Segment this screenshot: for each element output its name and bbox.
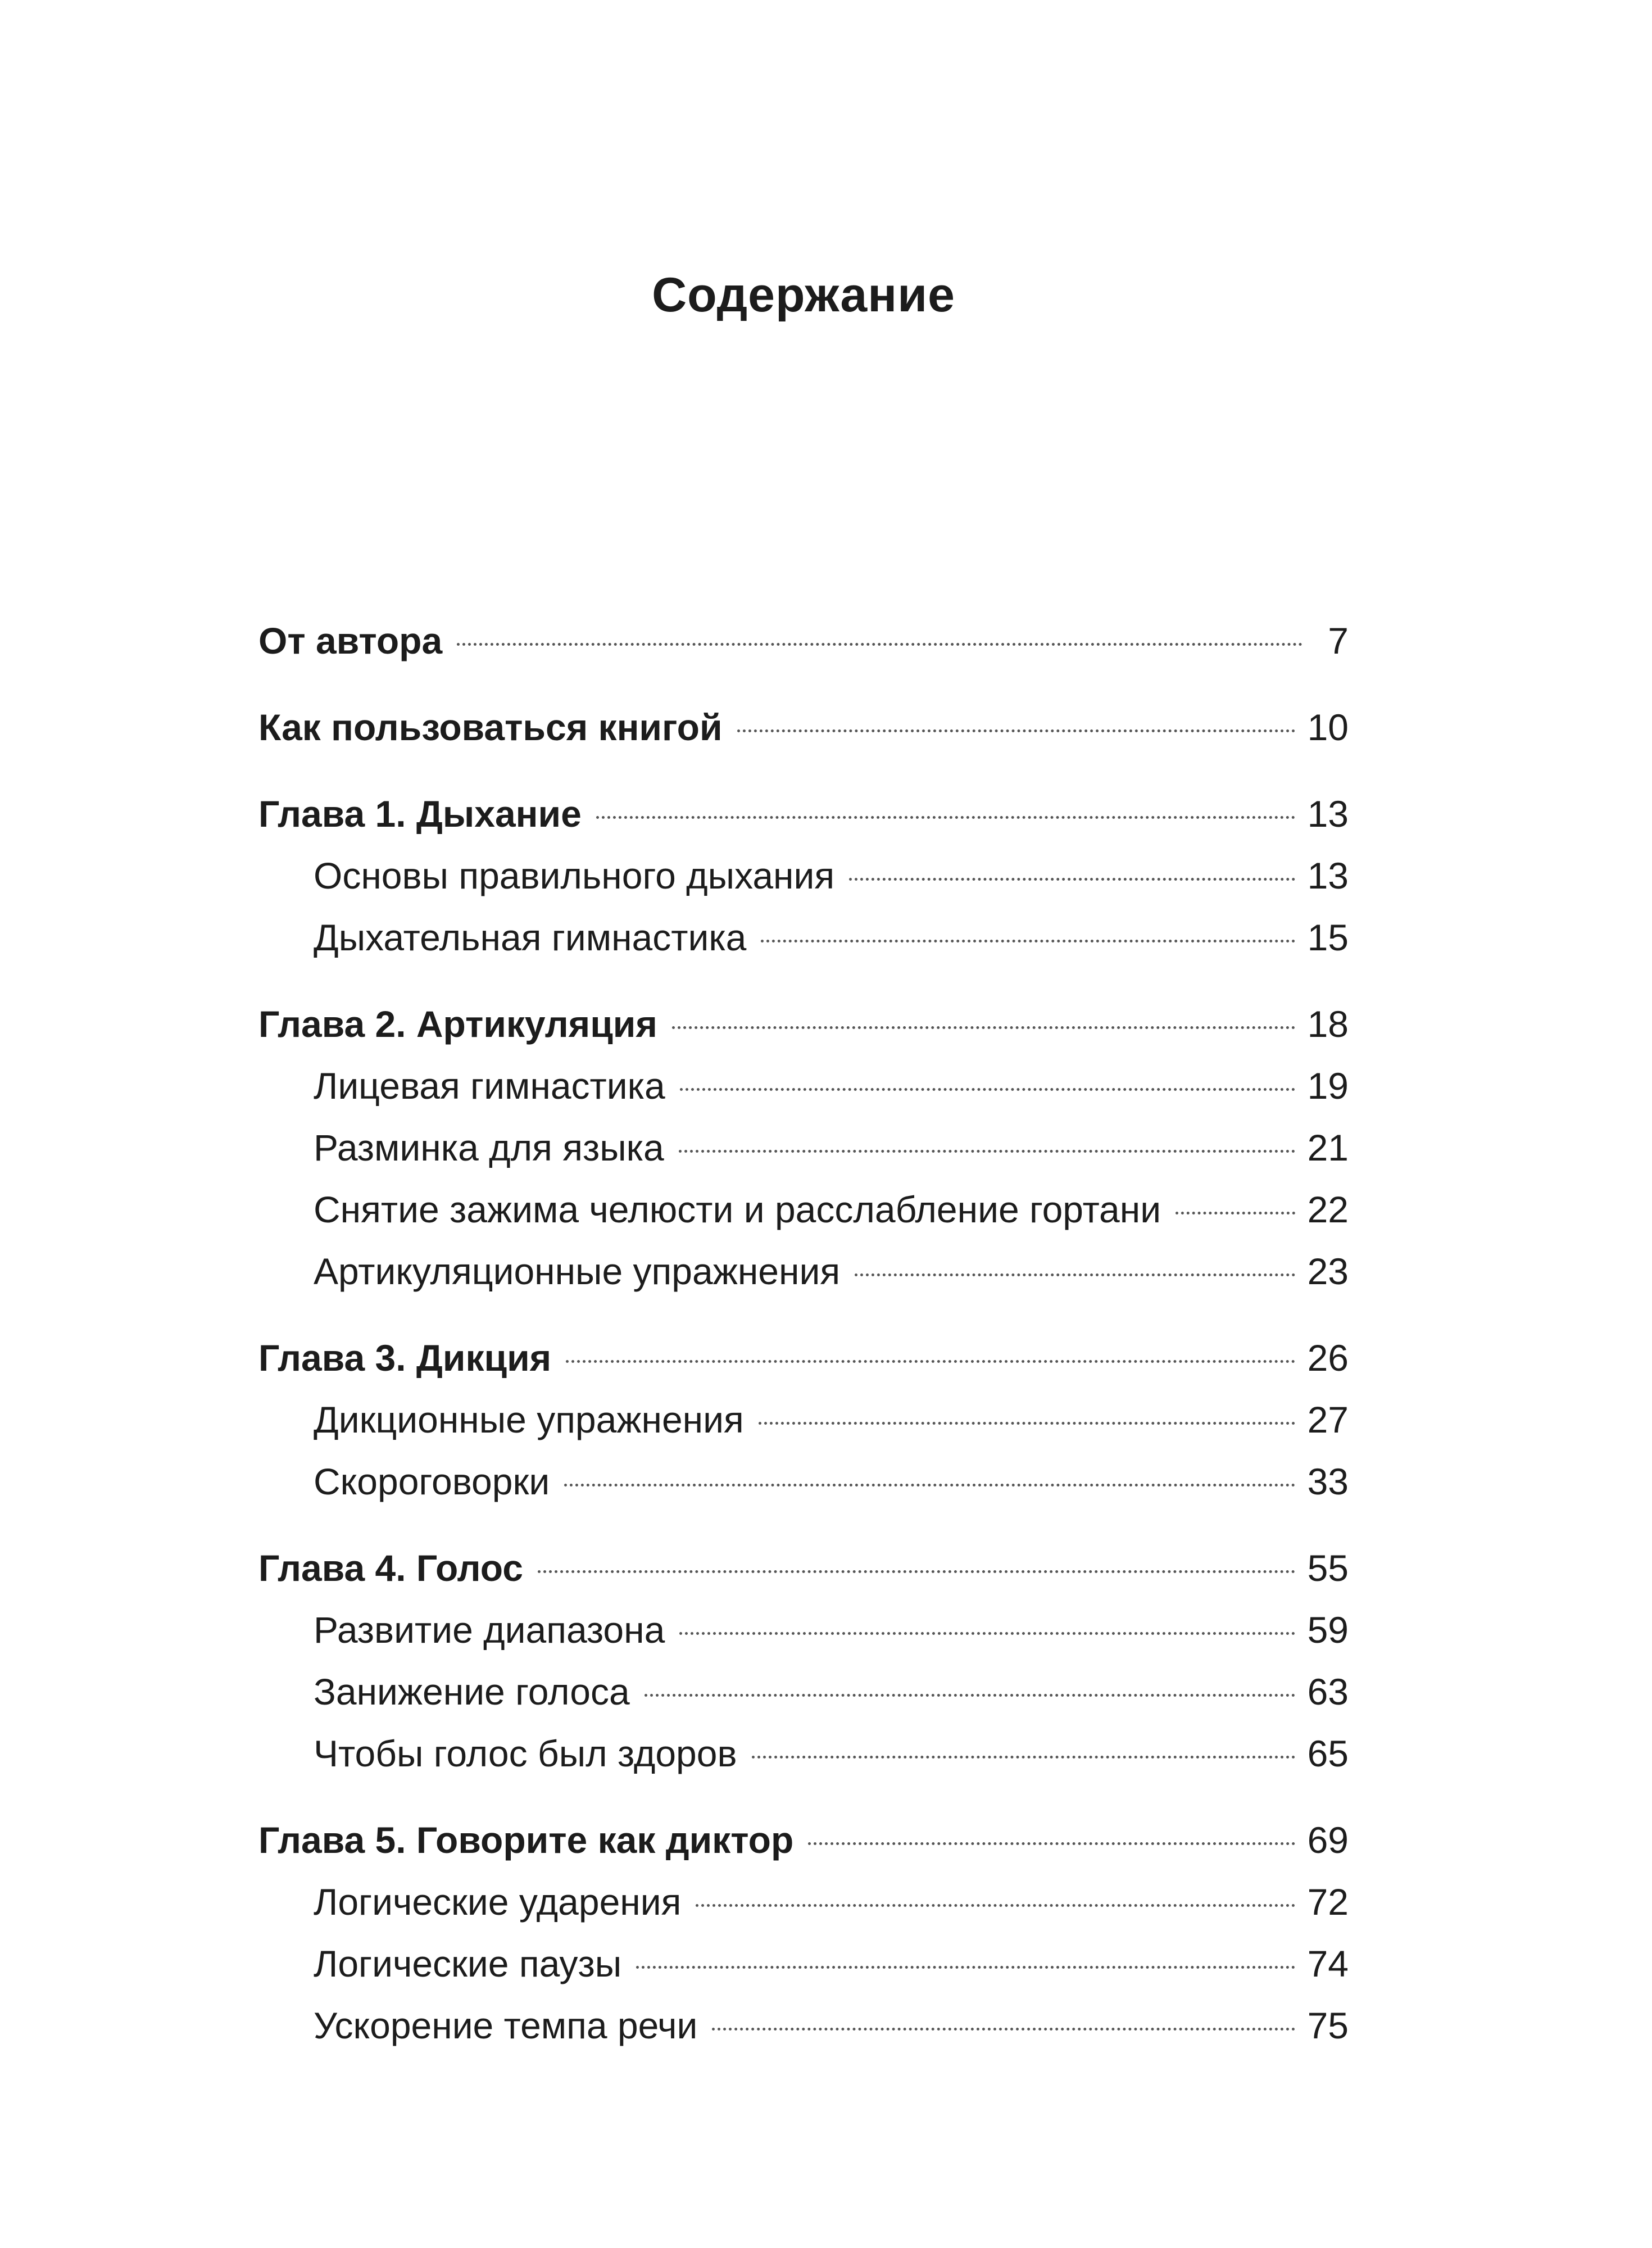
dot-leader [1176,1212,1295,1214]
dot-leader [712,2028,1295,2031]
toc-entry-chapter[interactable] [258,696,1349,758]
dot-leader [538,1570,1295,1573]
toc-entry-label: Дикционные упражнения [314,1399,744,1440]
toc-entry-label: Занижение голоса [314,1671,630,1712]
toc-entry-section[interactable] [258,1933,1349,1995]
toc-entry-label: Дыхательная гимнастика [314,917,747,958]
toc-entry-section[interactable] [258,1055,1349,1117]
toc-page-number: 59 [1307,1609,1349,1651]
toc-entry-label: Логические ударения [314,1881,682,1923]
toc-entry-chapter[interactable] [258,610,1349,672]
toc-entry-section[interactable] [258,1389,1349,1451]
dot-leader [759,1422,1295,1425]
toc-entry-section[interactable] [258,1179,1349,1240]
toc-entry-label: Логические паузы [314,1943,622,1984]
toc-entry-label: Развитие диапазона [314,1609,665,1651]
toc-entry-label: Глава 2. Артикуляция [258,1003,657,1045]
dot-leader [737,729,1295,732]
dot-leader [596,816,1295,819]
toc-entry-label: Глава 5. Говорите как диктор [258,1819,794,1861]
toc-entry-section[interactable] [258,1240,1349,1302]
dot-leader [808,1842,1295,1845]
toc-entry-chapter[interactable] [258,1327,1349,1389]
toc-entry-label: Ускорение темпа речи [314,2005,698,2046]
toc-page-number: 13 [1307,855,1349,896]
dot-leader [855,1273,1295,1276]
toc-page-number: 55 [1307,1547,1349,1589]
dot-leader [679,1150,1295,1153]
toc-page-number: 21 [1307,1127,1349,1168]
toc-page-number: 7 [1328,620,1349,661]
dot-leader [761,940,1295,942]
toc-entry-section[interactable] [258,1661,1349,1723]
dot-leader [672,1026,1295,1029]
toc-entry-chapter[interactable] [258,783,1349,845]
dot-leader [636,1966,1295,1969]
toc-entry-label: От автора [258,620,443,661]
toc-entry-section[interactable] [258,1451,1349,1512]
toc-entry-label: Снятие зажима челюсти и расслабление гортани [314,1189,1161,1230]
dot-leader [679,1632,1295,1635]
toc-page-number: 19 [1307,1065,1349,1107]
table-of-contents [258,610,1349,2056]
toc-page-number: 18 [1307,1003,1349,1045]
dot-leader [566,1360,1295,1363]
toc-page-number: 10 [1307,706,1349,748]
toc-entry-chapter[interactable] [258,993,1349,1055]
dot-leader [752,1756,1295,1758]
toc-entry-label: Основы правильного дыхания [314,855,835,896]
toc-entry-section[interactable] [258,907,1349,968]
dot-leader [564,1484,1295,1486]
dot-leader [849,878,1295,881]
page-title: Содержание [652,268,955,322]
toc-page-number: 69 [1307,1819,1349,1861]
toc-page-number: 22 [1307,1189,1349,1230]
toc-entry-section[interactable] [258,1871,1349,1933]
toc-page-number: 15 [1307,917,1349,958]
toc-entry-label: Артикуляционные упражнения [314,1250,841,1292]
toc-entry-label: Скороговорки [314,1461,550,1502]
toc-entry-section[interactable] [258,1995,1349,2056]
dot-leader [457,643,1302,646]
toc-entry-chapter[interactable] [258,1537,1349,1599]
toc-entry-section[interactable] [258,1723,1349,1784]
toc-page-number: 13 [1307,793,1349,835]
dot-leader [645,1694,1295,1697]
toc-entry-label: Разминка для языка [314,1127,664,1168]
toc-entry-section[interactable] [258,845,1349,907]
toc-entry-label: Чтобы голос был здоров [314,1733,737,1774]
toc-page-number: 72 [1307,1881,1349,1923]
toc-entry-label: Как пользоваться книгой [258,706,723,748]
toc-page-number: 75 [1307,2005,1349,2046]
toc-page-number: 74 [1307,1943,1349,1984]
toc-entry-label: Лицевая гимнастика [314,1065,665,1107]
toc-entry-label: Глава 4. Голос [258,1547,523,1589]
toc-page-number: 65 [1307,1733,1349,1774]
dot-leader [696,1904,1295,1907]
toc-page-number: 23 [1307,1250,1349,1292]
toc-page-number: 33 [1307,1461,1349,1502]
toc-entry-label: Глава 3. Дикция [258,1337,552,1379]
toc-entry-chapter[interactable] [258,1809,1349,1871]
toc-page-number: 26 [1307,1337,1349,1379]
toc-page-number: 27 [1307,1399,1349,1440]
toc-entry-section[interactable] [258,1117,1349,1179]
toc-entry-section[interactable] [258,1599,1349,1661]
toc-entry-label: Глава 1. Дыхание [258,793,582,835]
toc-page-number: 63 [1307,1671,1349,1712]
dot-leader [680,1088,1295,1091]
